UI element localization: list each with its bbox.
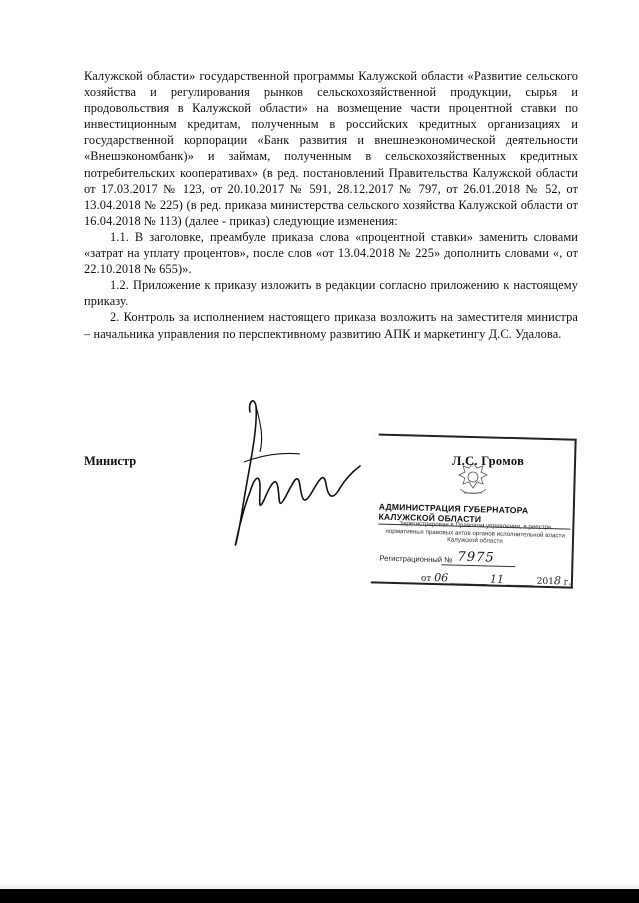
paragraph-2: 2. Контроль за исполнением настоящего приказа возложить на заместителя министра – начальника управления по перспективному развитию АПК и маркетингу Д.С. Удалова. [84, 310, 578, 341]
position-title: Министр [84, 454, 137, 468]
stamp-reg-label: Регистрационный № [379, 553, 453, 565]
registration-stamp [371, 493, 572, 588]
paragraph-1-2: 1.2. Приложение к приказу изложить в редакции согласно приложению к настоящему приказу. [84, 278, 578, 309]
paragraph-1-1: 1.1. В заголовке, преамбуле приказа слова «процентной ставки» заменить словами «затрат на уплату процентов», после слов «от 13.04.2018 № 225» дополнить словами «, от 22.10.2018 № 655)». [84, 229, 578, 277]
minister-name: Л.С. Громов [452, 454, 525, 468]
stamp-date-suffix: г. [563, 577, 572, 588]
stamp-organization: АДМИНИСТРАЦИЯ ГУБЕРНАТОРА КАЛУЖСКОЙ ОБЛАСТИ [378, 502, 571, 530]
handwritten-signature [220, 392, 370, 557]
stamp-date-year-suffix: 8 [553, 574, 562, 588]
stamp-reg-number: 7975 [457, 549, 495, 566]
stamp-note: Зарегистрирован в Правовом управлении, в реестре нормативных правовых актов органов исполнительной власти Калужской области [385, 520, 565, 546]
paragraph-continuation: Калужской области» государственной программы Калужской области «Развитие сельского хозяйства и регулирования рынков сельскохозяйственной продукции, сырья и продовольствия в Калужской области» на возмещение части процентной ставки по инвестиционным кредитам, полученным в российских кредитных организациях и государственной корпорации «Банк развития и внешнеэкономической деятельности «Внешэкономбанк)» и займам, полученным в сельскохозяйственных кредитных потребительских кооперативах» (в ред. постановлений Правительства Калужской области от 17.03.2017 № 123, от 20.10.2017 № 591, 28.12.2017 № 797, от 26.01.2018 № 52, от 13.04.2018 № 225) (в ред. приказа министерства сельского хозяйства Калужской области от 16.04.2018 № 113) (далее - приказ) следующие изменения: [84, 69, 578, 228]
scan-bottom-edge [0, 889, 639, 903]
stamp-date-prefix: от [420, 573, 432, 584]
document-body [84, 68, 578, 342]
stamp-date: от 06 ________ 11 ______ 2018 г. [420, 571, 572, 588]
stamp-date-day: 06 [434, 571, 449, 585]
stamp-date-month: 11 [489, 572, 505, 586]
stamp-date-year-prefix: 201 [536, 576, 554, 588]
